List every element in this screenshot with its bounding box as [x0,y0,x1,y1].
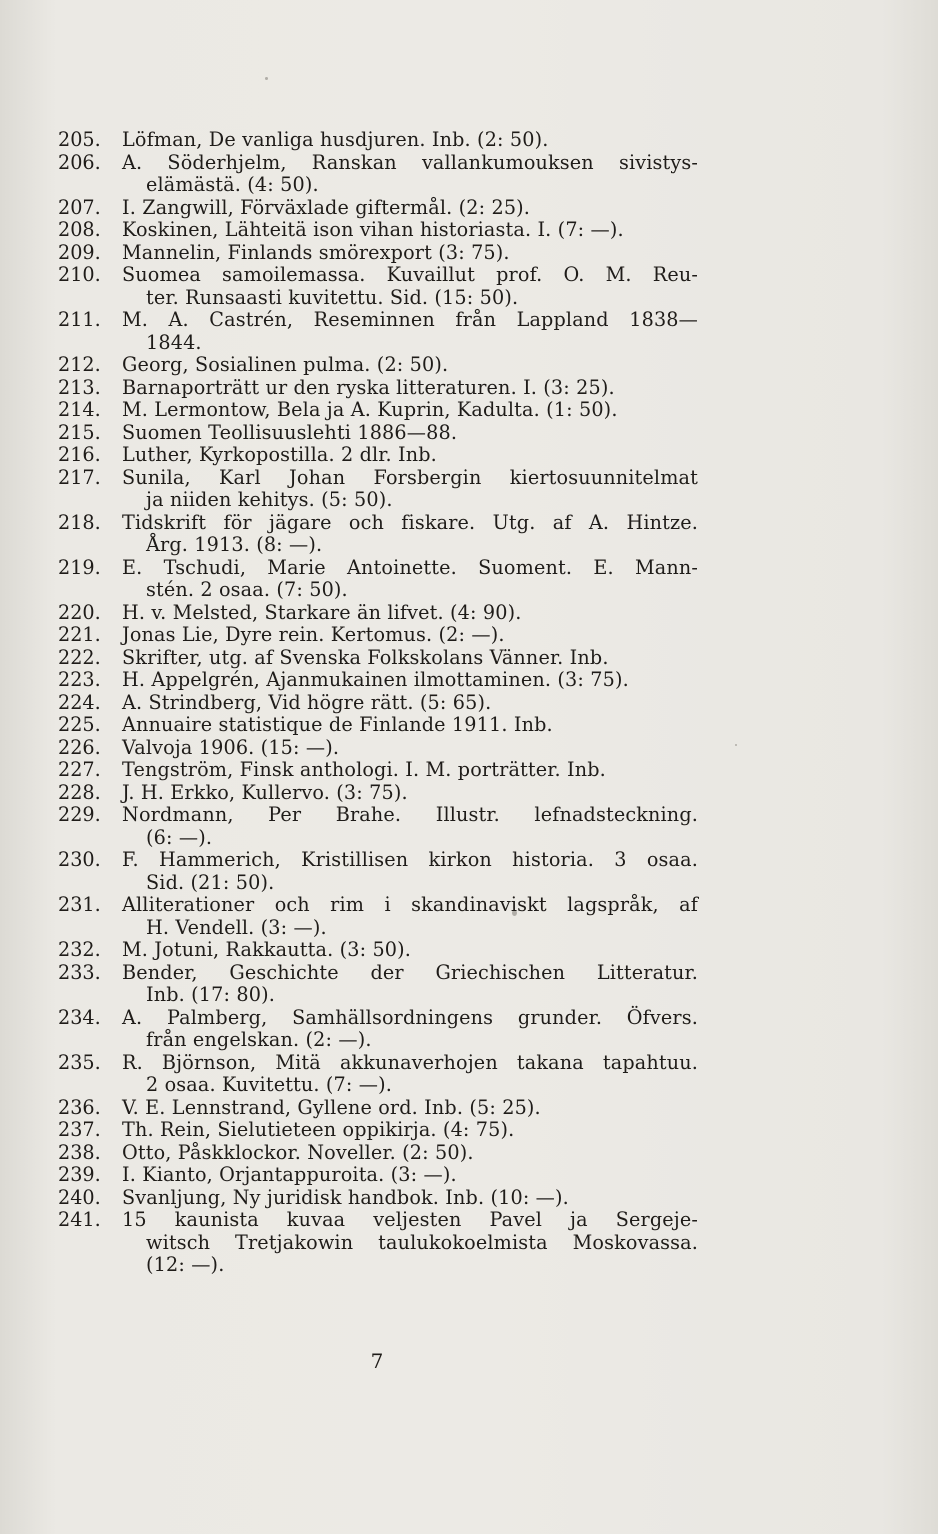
entry-text [122,1209,698,1277]
entry-text [122,264,698,309]
entry-line: ja niiden kehitys. (5: 50). [146,488,393,511]
entry-text [122,669,698,692]
entry-text [122,1164,698,1187]
entry-number: 220. [58,600,101,624]
entry-line: från engelskan. (2: —). [146,1028,372,1051]
entry-number: 228. [58,780,101,804]
entry-number: 240. [58,1185,101,1209]
entry-line: Sunila, Karl Johan Forsbergin kiertosuunnitelmat [122,465,698,489]
entry-line: Årg. 1913. (8: —). [146,533,323,556]
entry-number: 211. [58,308,101,331]
entry-text [122,309,698,354]
entry-line: Jonas Lie, Dyre rein. Kertomus. (2: —). [122,623,505,646]
catalog-entry [58,264,698,309]
entry-number: 238. [58,1140,101,1164]
entry-line: H. Vendell. (3: —). [146,915,327,939]
entry-number: 216. [58,443,101,466]
entry-number: 223. [58,668,101,691]
entry-line: Luther, Kyrkopostilla. 2 dlr. Inb. [122,443,437,466]
entry-line: 15 kaunista kuvaa veljesten Pavel ja Sergeje- [122,1208,698,1231]
catalog-entry [58,354,698,377]
entry-number: 230. [58,848,101,871]
entry-text [122,467,698,512]
entry-line: Nordmann, Per Brahe. Illustr. lefnadsteckning. [122,803,698,826]
catalog-entry [58,219,698,242]
entry-line: Svanljung, Ny juridisk handbok. Inb. (10: —). [122,1185,569,1209]
entry-line: ter. Runsaasti kuvitettu. Sid. (15: 50). [146,285,519,309]
entry-number: 217. [58,465,101,489]
entry-text [122,1142,698,1165]
entry-text [122,1007,698,1052]
entry-line: Tengström, Finsk anthologi. I. M. porträtter. Inb. [122,758,606,781]
catalog-entry [58,377,698,400]
entry-number: 219. [58,555,101,579]
entry-text [122,894,698,939]
entry-text [122,399,698,422]
entry-number: 222. [58,645,101,669]
catalog-list [58,129,698,1277]
entry-text [122,354,698,377]
entry-line: witsch Tretjakowin taulukokoelmista Moskovassa. [146,1230,698,1254]
entry-text [122,804,698,849]
entry-text [122,1052,698,1097]
catalog-entry [58,1052,698,1097]
entry-text [122,152,698,197]
entry-number: 237. [58,1118,101,1141]
entry-number: 236. [58,1095,101,1119]
entry-number: 234. [58,1005,101,1029]
catalog-entry [58,512,698,557]
catalog-entry [58,669,698,692]
catalog-entry [58,849,698,894]
entry-number: 215. [58,420,101,444]
entry-number: 207. [58,195,101,219]
entry-text [122,624,698,647]
catalog-entry [58,1119,698,1142]
entry-line: Th. Rein, Sielutieteen oppikirja. (4: 75). [122,1118,515,1141]
entry-text [122,377,698,400]
entry-line: A. Söderhjelm, Ranskan vallankumouksen sivistys- [122,150,698,174]
entry-number: 229. [58,803,101,826]
entry-line: Otto, Påskklockor. Noveller. (2: 50). [122,1140,474,1164]
entry-text [122,512,698,557]
catalog-entry [58,129,698,152]
entry-line: Alliterationer och rim i skandinaviskt lagspråk, af [122,893,698,916]
entry-text [122,242,698,265]
entry-line: Löfman, De vanliga husdjuren. Inb. (2: 50). [122,128,549,151]
entry-line: Sid. (21: 50). [146,870,275,894]
entry-text [122,1119,698,1142]
catalog-entry [58,557,698,602]
entry-text [122,557,698,602]
catalog-entry [58,737,698,760]
entry-line: J. H. Erkko, Kullervo. (3: 75). [122,780,408,804]
entry-number: 208. [58,218,101,241]
entry-text [122,647,698,670]
entry-line: 2 osaa. Kuvitettu. (7: —). [146,1073,393,1096]
entry-line: E. Tschudi, Marie Antoinette. Suoment. E. Mann- [122,555,698,579]
entry-line: A. Strindberg, Vid högre rätt. (5: 65). [122,690,492,714]
catalog-entry [58,467,698,512]
entry-number: 226. [58,735,101,759]
catalog-entry [58,444,698,467]
entry-line: A. Palmberg, Samhällsordningens grunder. Öfvers. [122,1005,698,1029]
catalog-entry [58,714,698,737]
entry-number: 235. [58,1050,101,1074]
entry-text [122,759,698,782]
page-number: 7 [370,1349,384,1373]
entry-text [122,129,698,152]
catalog-entry [58,399,698,422]
entry-text [122,219,698,242]
entry-number: 206. [58,150,101,174]
entry-line: M. Jotuni, Rakkautta. (3: 50). [122,938,412,961]
entry-text [122,939,698,962]
entry-line: (6: —). [146,825,213,849]
entry-line: M. Lermontow, Bela ja A. Kuprin, Kadulta. (1: 50). [122,398,618,421]
entry-line: Annuaire statistique de Finlande 1911. Inb. [122,713,553,736]
catalog-entry [58,1007,698,1052]
entry-line: F. Hammerich, Kristillisen kirkon historia. 3 osaa. [122,848,698,871]
catalog-entry [58,894,698,939]
catalog-entry [58,1164,698,1187]
entry-number: 232. [58,938,101,961]
dust-speck [735,744,737,746]
catalog-entry [58,1209,698,1277]
entry-line: Tidskrift för jägare och fiskare. Utg. af A. Hintze. [122,510,698,534]
entry-line: Inb. (17: 80). [146,983,275,1006]
dust-speck [265,77,268,80]
entry-line: Bender, Geschichte der Griechischen Litteratur. [122,960,698,984]
entry-number: 209. [58,240,101,264]
catalog-entry [58,1097,698,1120]
catalog-entry [58,1142,698,1165]
entry-number: 210. [58,263,101,286]
catalog-entry [58,624,698,647]
entry-text [122,849,698,894]
catalog-entry [58,939,698,962]
catalog-entry [58,197,698,220]
entry-line: H. Appelgrén, Ajanmukainen ilmottaminen. (3: 75). [122,668,629,691]
entry-line: I. Kianto, Orjantappuroita. (3: —). [122,1163,457,1186]
entry-text [122,444,698,467]
entry-number: 231. [58,893,101,916]
entry-line: Skrifter, utg. af Svenska Folkskolans Vänner. Inb. [122,645,609,669]
entry-number: 213. [58,375,101,399]
entry-number: 214. [58,398,101,421]
entry-number: 224. [58,690,101,714]
entry-line: V. E. Lennstrand, Gyllene ord. Inb. (5: 25). [122,1095,541,1119]
catalog-entry [58,422,698,445]
catalog-entry [58,1187,698,1210]
catalog-entry [58,152,698,197]
entry-text [122,197,698,220]
entry-line: Barnaporträtt ur den ryska litteraturen. I. (3: 25). [122,375,615,399]
entry-text [122,602,698,625]
entry-text [122,422,698,445]
entry-line: M. A. Castrén, Reseminnen från Lappland 1838— [122,308,698,331]
entry-text [122,1187,698,1210]
entry-text [122,692,698,715]
entry-number: 225. [58,713,101,736]
entry-line: 1844. [146,330,202,354]
entry-line: Georg, Sosialinen pulma. (2: 50). [122,353,449,376]
catalog-entry [58,602,698,625]
entry-text [122,962,698,1007]
entry-number: 221. [58,623,101,646]
entry-line: Suomea samoilemassa. Kuvaillut prof. O. M. Reu- [122,263,698,286]
entry-number: 241. [58,1208,101,1231]
entry-text [122,1097,698,1120]
catalog-entry [58,242,698,265]
entry-line: Koskinen, Lähteitä ison vihan historiasta. I. (7: —). [122,218,624,241]
catalog-entry [58,962,698,1007]
entry-number: 233. [58,960,101,984]
entry-line: Valvoja 1906. (15: —). [122,735,340,759]
entry-line: stén. 2 osaa. (7: 50). [146,578,348,601]
catalog-entry [58,782,698,805]
entry-line: H. v. Melsted, Starkare än lifvet. (4: 90). [122,600,522,624]
entry-number: 227. [58,758,101,781]
entry-number: 239. [58,1163,101,1186]
catalog-entry [58,692,698,715]
catalog-entry [58,309,698,354]
catalog-entry [58,804,698,849]
entry-line: Mannelin, Finlands smörexport (3: 75). [122,240,510,264]
catalog-entry [58,647,698,670]
entry-line: (12: —). [146,1253,225,1276]
entry-line: I. Zangwill, Förväxlade giftermål. (2: 25). [122,195,531,219]
entry-number: 218. [58,510,101,534]
entry-text [122,714,698,737]
entry-line: Suomen Teollisuuslehti 1886—88. [122,420,458,444]
entry-line: R. Björnson, Mitä akkunaverhojen takana tapahtuu. [122,1050,698,1074]
entry-text [122,782,698,805]
entry-number: 205. [58,128,101,151]
entry-line: elämästä. (4: 50). [146,173,319,196]
entry-text [122,737,698,760]
entry-number: 212. [58,353,101,376]
catalog-entry [58,759,698,782]
